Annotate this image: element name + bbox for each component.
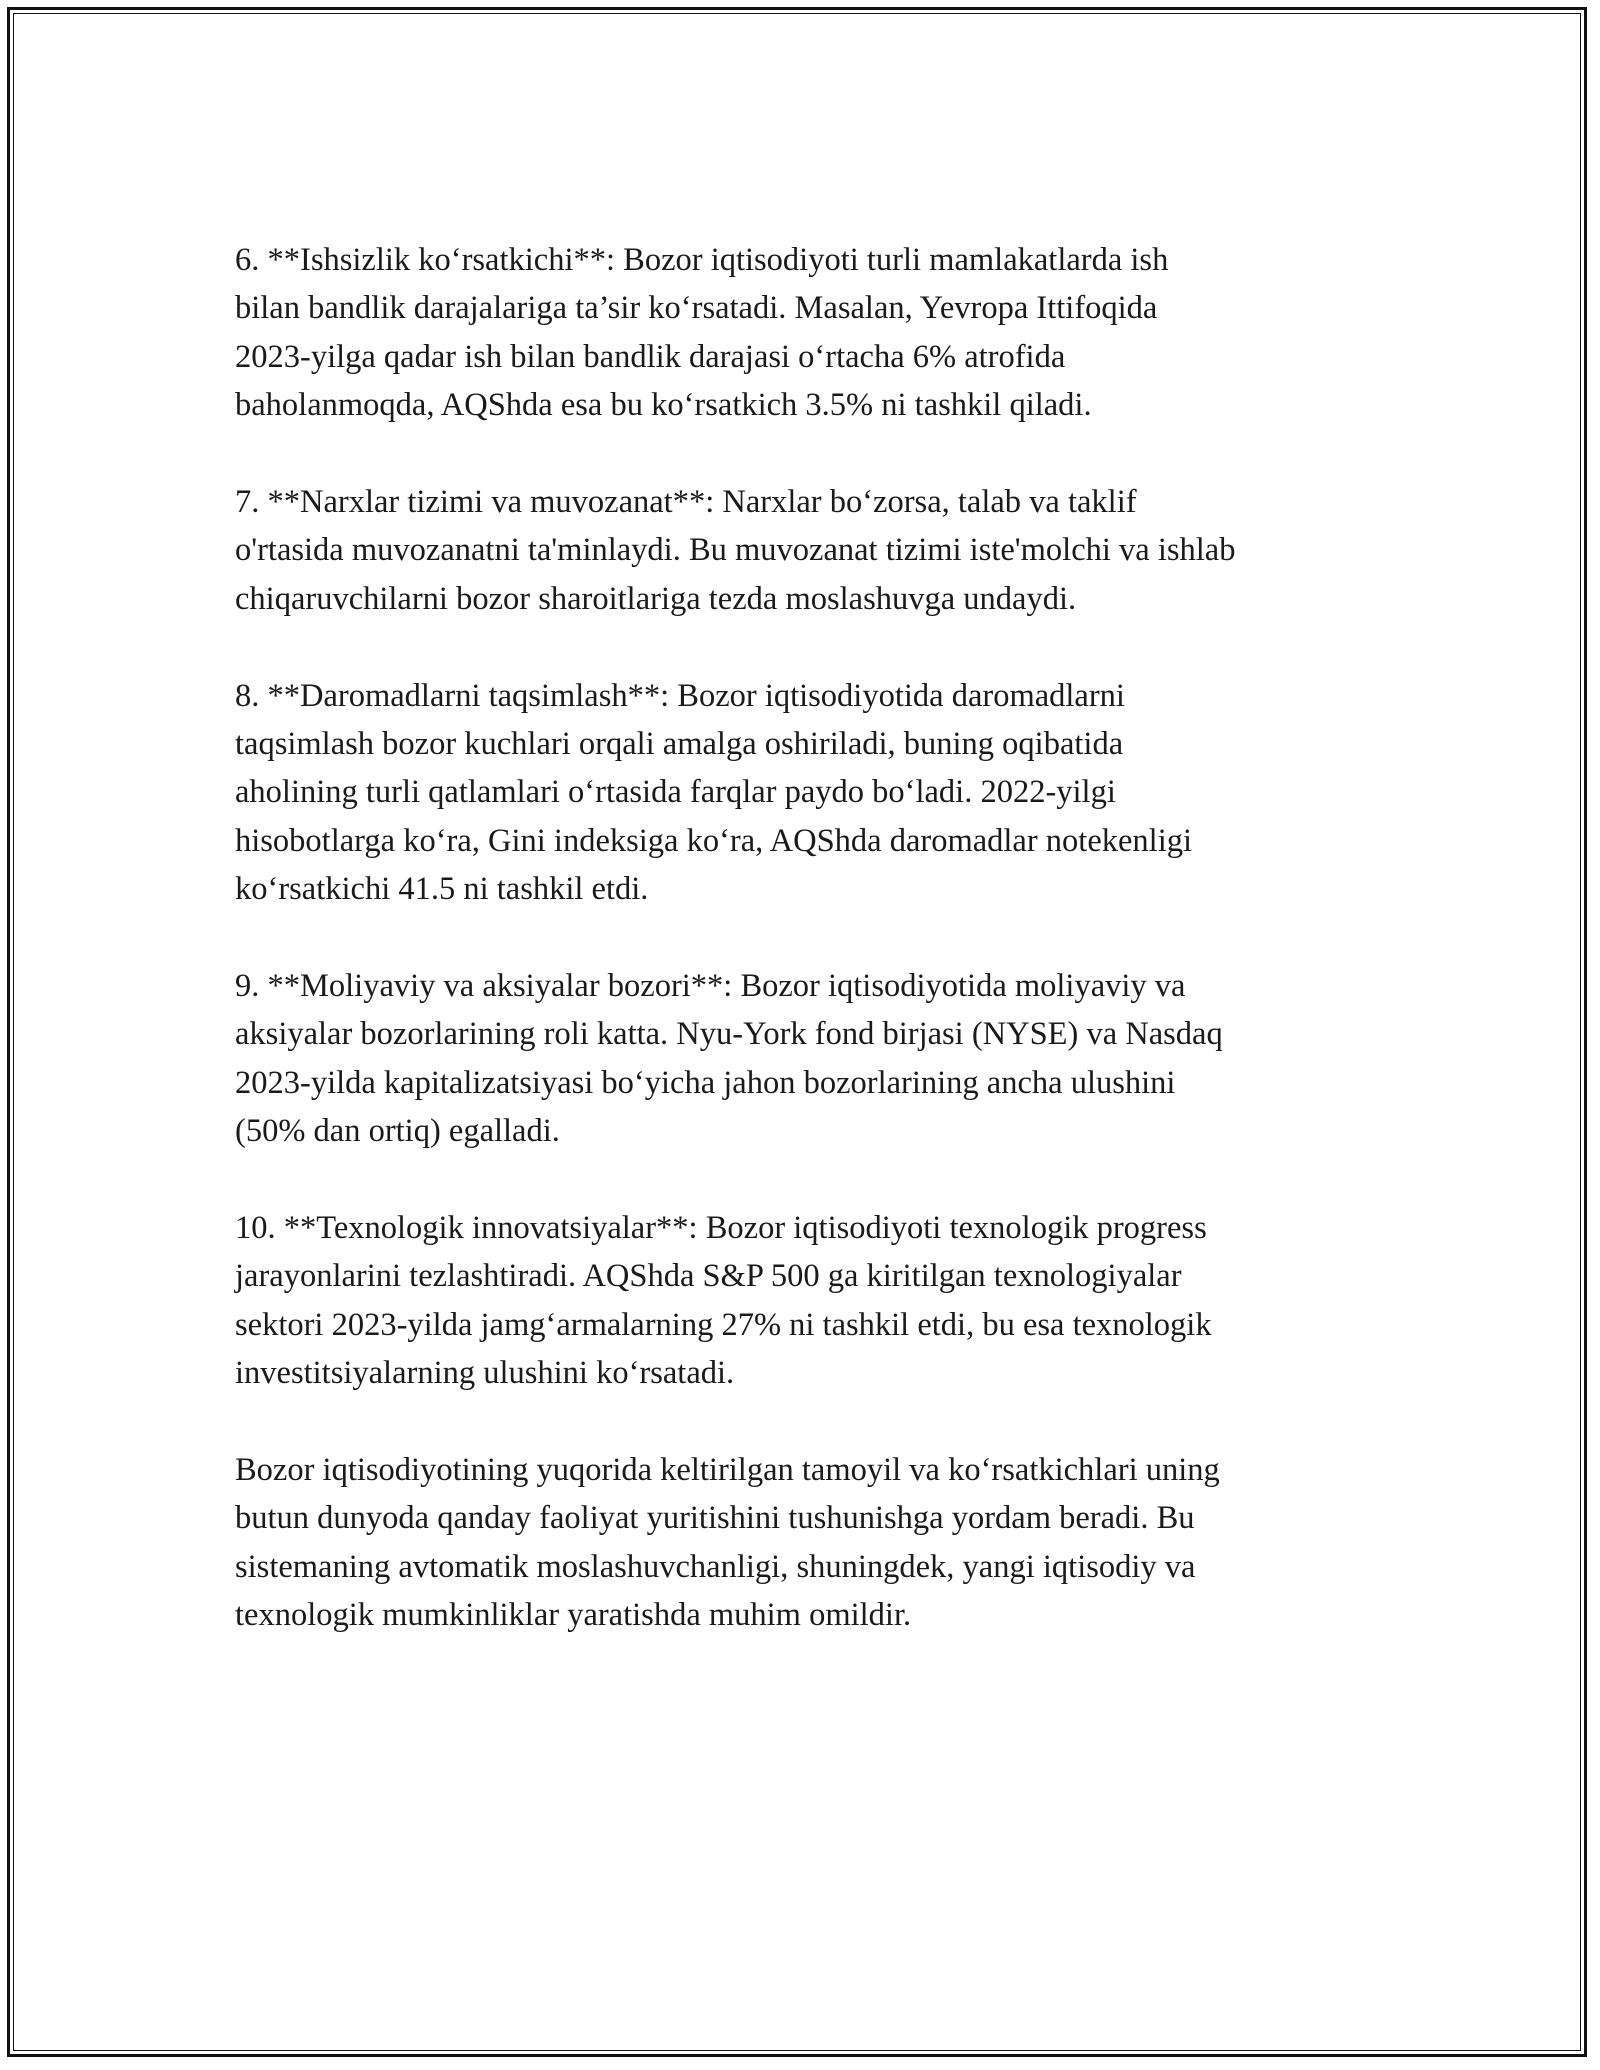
text-line: ko‘rsatkichi 41.5 ni tashkil etdi. [235,871,649,908]
paragraph-price-system [235,478,1375,623]
text-line: o'rtasida muvozanatni ta'minlaydi. Bu muvozanat tizimi iste'molchi va ishlab [235,532,1236,569]
text-line: hisobotlarga ko‘ra, Gini indeksiga ko‘ra, AQShda daromadlar notekenligi [235,822,1193,859]
text-line: chiqaruvchilarni bozor sharoitlariga tezda moslashuvga undaydi. [235,580,1077,617]
text-line: jarayonlarini tezlashtiradi. AQShda S&P 500 ga kiritilgan texnologiyalar [235,1258,1182,1295]
text-line: 7. **Narxlar tizimi va muvozanat**: Narxlar bo‘zorsa, talab va taklif [235,484,1137,521]
text-line: Bozor iqtisodiyotining yuqorida keltirilgan tamoyil va ko‘rsatkichlari uning [235,1452,1220,1489]
paragraph-unemployment [235,236,1375,430]
text-line: sektori 2023-yilda jamg‘armalarning 27% ni tashkil etdi, bu esa texnologik [235,1306,1212,1343]
text-line: baholanmoqda, AQShda esa bu ko‘rsatkich 3.5% ni tashkil qiladi. [235,387,1092,424]
text-line: 10. **Texnologik innovatsiyalar**: Bozor iqtisodiyoti texnologik progress [235,1210,1207,1247]
paragraph-financial-markets [235,962,1375,1156]
text-line: taqsimlash bozor kuchlari orqali amalga oshiriladi, buning oqibatida [235,726,1124,763]
text-line: 2023-yilga qadar ish bilan bandlik darajasi o‘rtacha 6% atrofida [235,338,1066,375]
paragraph-income-distribution [235,672,1375,914]
text-line: sistemaning avtomatik moslashuvchanligi, shuningdek, yangi iqtisodiy va [235,1548,1196,1585]
paragraph-tech-innovation [235,1204,1375,1398]
text-line: 9. **Moliyaviy va aksiyalar bozori**: Bozor iqtisodiyotida moliyaviy va [235,968,1186,1005]
text-line: 2023-yilda kapitalizatsiyasi bo‘yicha jahon bozorlarining ancha ulushini [235,1064,1176,1101]
paragraph-conclusion [235,1446,1375,1640]
text-line: 8. **Daromadlarni taqsimlash**: Bozor iqtisodiyotida daromadlarni [235,677,1125,714]
text-line: bilan bandlik darajalariga ta’sir ko‘rsatadi. Masalan, Yevropa Ittifoqida [235,290,1158,327]
text-line: texnologik mumkinliklar yaratishda muhim omildir. [235,1597,912,1634]
text-line: investitsiyalarning ulushini ko‘rsatadi. [235,1355,735,1392]
text-line: butun dunyoda qanday faoliyat yuritishini tushunishga yordam beradi. Bu [235,1500,1195,1537]
document-body [235,236,1375,1688]
text-line: 6. **Ishsizlik ko‘rsatkichi**: Bozor iqtisodiyoti turli mamlakatlarda ish [235,242,1169,278]
text-line: (50% dan ortiq) egalladi. [235,1113,560,1150]
text-line: aksiyalar bozorlarining roli katta. Nyu-York fond birjasi (NYSE) va Nasdaq [235,1016,1223,1053]
text-line: aholining turli qatlamlari o‘rtasida farqlar paydo bo‘ladi. 2022-yilgi [235,774,1116,811]
